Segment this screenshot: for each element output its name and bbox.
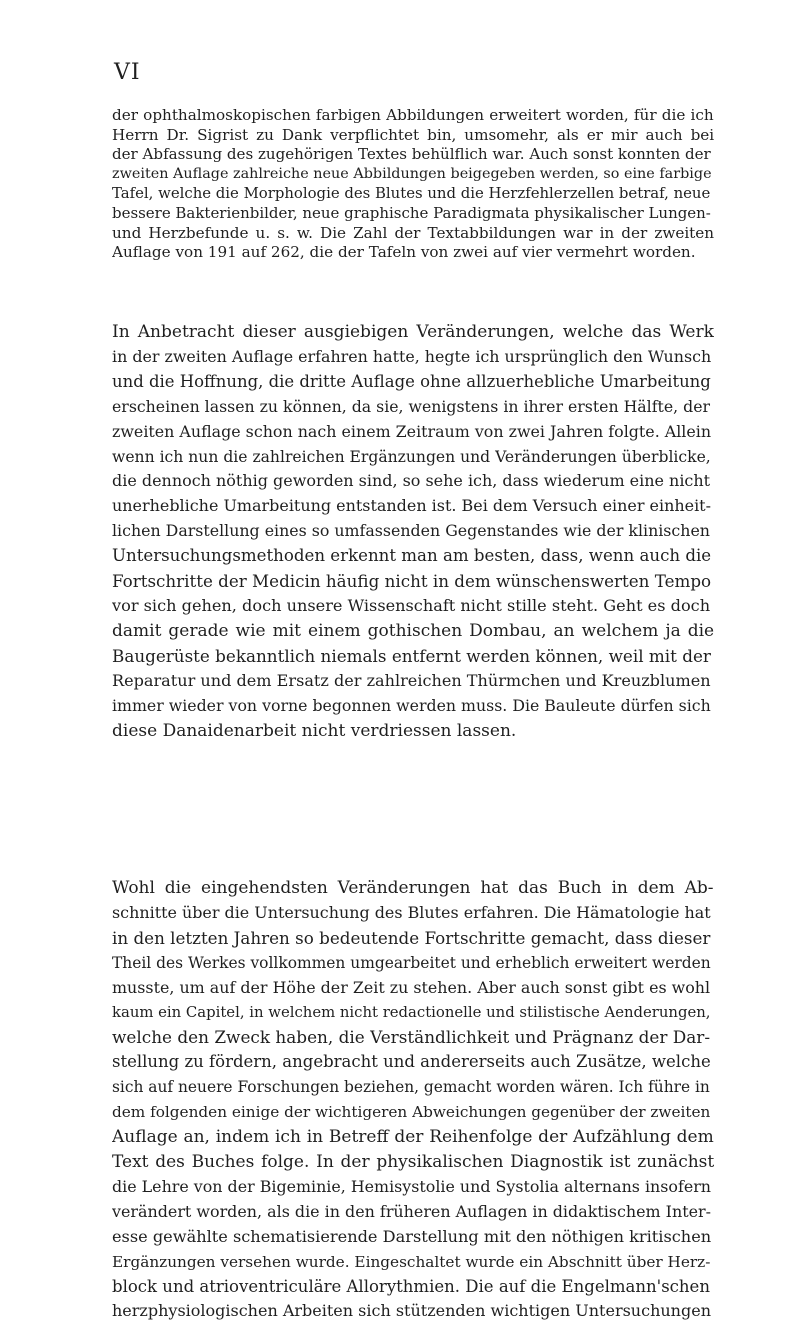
text-line: die dennoch nöthig geworden sind, so sehe ich, dass wiederum eine nicht bbox=[112, 471, 711, 491]
text-line: Text des Buches folge. In der physikalischen Diagnostik ist zunächst bbox=[112, 1151, 714, 1172]
text-line: diese Danaidenarbeit nicht verdriessen lassen. bbox=[112, 720, 517, 741]
paragraph-3 bbox=[112, 876, 714, 1324]
text-line: und Herzbefunde u. s. w. Die Zahl der Textabbildungen war in der zweiten bbox=[112, 223, 714, 242]
text-line: stellung zu fördern, angebracht und andererseits auch Zusätze, welche bbox=[112, 1052, 711, 1072]
text-line: kaum ein Capitel, in welchem nicht redactionelle und stilistische Aenderungen, bbox=[112, 1003, 711, 1021]
text-line: zweiten Auflage zahlreiche neue Abbildungen beigegeben werden, so eine farbige bbox=[112, 165, 712, 182]
text-line: Auflage an, indem ich in Betreff der Reihenfolge der Aufzählung dem bbox=[112, 1127, 714, 1148]
text-line: esse gewählte schematisierende Darstellung mit den nöthigen kritischen bbox=[112, 1226, 712, 1246]
text-line: Ergänzungen versehen wurde. Eingeschaltet wurde ein Abschnitt über Herz- bbox=[112, 1252, 711, 1271]
text-line: Theil des Werkes vollkommen umgearbeitet und erheblich erweitert werden bbox=[112, 953, 711, 972]
text-line: musste, um auf der Höhe der Zeit zu stehen. Aber auch sonst gibt es wohl bbox=[112, 977, 711, 997]
text-line: Wohl die eingehendsten Veränderungen hat das Buch in dem Ab- bbox=[112, 878, 714, 898]
text-line: damit gerade wie mit einem gothischen Dombau, an welchem ja die bbox=[112, 620, 714, 641]
text-line: Tafel, welche die Morphologie des Blutes und die Herzfehlerzellen betraf, neue bbox=[112, 184, 711, 203]
text-line: dem folgenden einige der wichtigeren Abweichungen gegenüber der zweiten bbox=[112, 1103, 711, 1122]
text-line: herzphysiologischen Arbeiten sich stützenden wichtigen Untersuchungen bbox=[112, 1301, 711, 1321]
text-line: wenn ich nun die zahlreichen Ergänzungen und Veränderungen überblicke, bbox=[112, 447, 711, 466]
text-line: block und atrioventriculäre Allorythmien. Die auf die Engelmann'schen bbox=[112, 1276, 710, 1296]
text-line: in den letzten Jahren so bedeutende Fortschritte gemacht, dass dieser bbox=[112, 927, 711, 948]
text-line: unerhebliche Umarbeitung entstanden ist. Bei dem Versuch einer einheit- bbox=[112, 496, 711, 516]
paragraph-2 bbox=[112, 320, 714, 743]
text-line: Auflage von 191 auf 262, die der Tafeln von zwei auf vier vermehrt worden. bbox=[112, 243, 696, 262]
text-line: schnitte über die Untersuchung des Blutes erfahren. Die Hämatologie hat bbox=[112, 902, 711, 922]
text-line: in der zweiten Auflage erfahren hatte, hegte ich ursprünglich den Wunsch bbox=[112, 346, 712, 366]
text-line: In Anbetracht dieser ausgiebigen Veränderungen, welche das Werk bbox=[112, 322, 714, 342]
text-line: erscheinen lassen zu können, da sie, wenigstens in ihrer ersten Hälfte, der bbox=[112, 396, 711, 416]
page-number: VI bbox=[114, 60, 141, 85]
text-line: Baugerüste bekanntlich niemals entfernt werden können, weil mit der bbox=[112, 645, 711, 666]
text-line: Fortschritte der Medicin häufig nicht in dem wünschenswerten Tempo bbox=[112, 571, 712, 592]
text-line: zweiten Auflage schon nach einem Zeitraum von zwei Jahren folgte. Allein bbox=[112, 421, 712, 441]
text-line: die Lehre von der Bigeminie, Hemisystolie und Systolia alternans insofern bbox=[112, 1176, 712, 1196]
text-line: Reparatur und dem Ersatz der zahlreichen Thürmchen und Kreuzblumen bbox=[112, 670, 711, 690]
text-line: sich auf neuere Forschungen beziehen, gemacht worden wären. Ich führe in bbox=[112, 1078, 710, 1097]
text-line: lichen Darstellung eines so umfassenden Gegenstandes wie der klinischen bbox=[112, 521, 710, 541]
text-line: Herrn Dr. Sigrist zu Dank verpflichtet bin, umsomehr, als er mir auch bei bbox=[112, 125, 714, 144]
text-line: der ophthalmoskopischen farbigen Abbildungen erweitert worden, für die ich bbox=[112, 106, 714, 124]
text-line: welche den Zweck haben, die Verständlichkeit und Prägnanz der Dar- bbox=[112, 1027, 711, 1048]
text-line: bessere Bakterienbilder, neue graphische Paradigmata physikalischer Lungen- bbox=[112, 203, 711, 222]
text-line: vor sich gehen, doch unsere Wissenschaft nicht stille steht. Geht es doch bbox=[112, 595, 711, 615]
paragraph-1 bbox=[112, 106, 714, 263]
text-line: verändert worden, als die in den früheren Auflagen in didaktischem Inter- bbox=[112, 1201, 711, 1221]
text-line: der Abfassung des zugehörigen Textes behülflich war. Auch sonst konnten der bbox=[112, 145, 711, 164]
text-line: immer wieder von vorne begonnen werden muss. Die Bauleute dürfen sich bbox=[112, 695, 711, 715]
text-line: und die Hoffnung, die dritte Auflage ohne allzuerhebliche Umarbeitung bbox=[112, 371, 711, 391]
text-line: Untersuchungsmethoden erkennt man am besten, dass, wenn auch die bbox=[112, 546, 712, 566]
